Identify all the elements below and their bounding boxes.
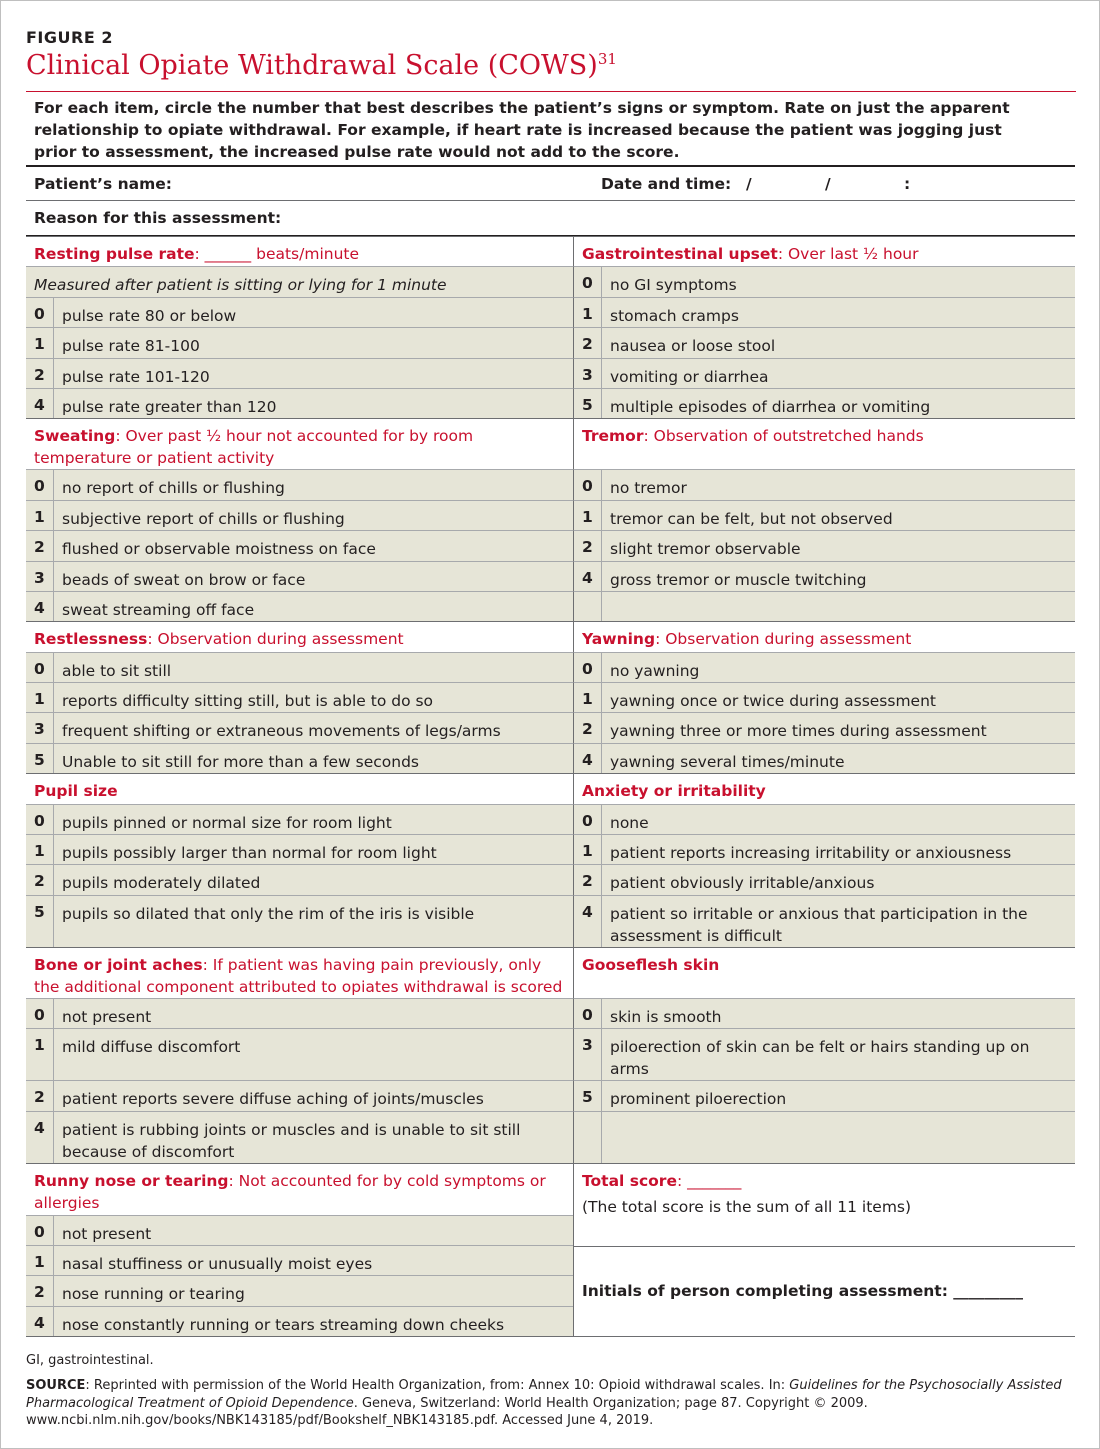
divider <box>26 200 1075 201</box>
gooseflesh-item[interactable]: 5 prominent piloerection <box>574 1080 1075 1110</box>
table-row <box>26 1164 573 1215</box>
table-row <box>26 682 1075 712</box>
restlessness-item[interactable]: 1 reports difficulty sitting still, but is able to do so <box>26 682 574 712</box>
table-row <box>26 1215 573 1245</box>
date-separator: / <box>746 175 752 193</box>
table-row <box>26 358 1075 388</box>
footnote: GI, gastrointestinal. <box>26 1353 154 1368</box>
restlessness-item[interactable]: 3 frequent shifting or extraneous movements of legs/arms <box>26 712 574 742</box>
tremor-item[interactable]: 0 no tremor <box>574 469 1075 499</box>
runny-item[interactable]: 4 nose constantly running or tears streaming down cheeks <box>26 1306 573 1336</box>
restlessness-header: Restlessness: Observation during assessment <box>26 621 574 651</box>
table-row <box>26 1275 573 1305</box>
table-row <box>26 998 1075 1028</box>
table-row <box>26 500 1075 530</box>
gooseflesh-item[interactable]: 0 skin is smooth <box>574 998 1075 1028</box>
patient-name-label: Patient’s name: <box>34 175 172 193</box>
title-text: Clinical Opiate Withdrawal Scale (COWS) <box>26 50 598 81</box>
total-score-field[interactable]: : _______ <box>676 1171 742 1190</box>
table-row <box>26 561 1075 591</box>
table-row <box>26 418 1075 469</box>
table-row <box>26 712 1075 742</box>
date-separator: / <box>825 175 831 193</box>
table-row <box>26 469 1075 499</box>
sweating-header: Sweating: Over past ½ hour not accounted for by room temperature or patient activity <box>26 418 574 469</box>
initials-block <box>574 1246 1075 1337</box>
sweating-item[interactable]: 2 flushed or observable moistness on face <box>26 530 574 560</box>
reason-label: Reason for this assessment: <box>34 209 282 227</box>
initials-field[interactable]: Initials of person completing assessment: _________ <box>582 1282 1024 1301</box>
tremor-item[interactable]: 2 slight tremor observable <box>574 530 1075 560</box>
restlessness-item[interactable]: 0 able to sit still <box>26 652 574 682</box>
date-time-label: Date and time: <box>601 175 732 193</box>
restlessness-item[interactable]: 5 Unable to sit still for more than a few seconds <box>26 743 574 773</box>
yawning-item[interactable]: 2 yawning three or more times during assessment <box>574 712 1075 742</box>
empty-cell <box>574 1111 1075 1163</box>
gi-item[interactable]: 3 vomiting or diarrhea <box>574 358 1075 388</box>
table-row <box>26 1028 1075 1080</box>
sweating-item[interactable]: 1 subjective report of chills or flushing <box>26 500 574 530</box>
anxiety-item[interactable]: 1 patient reports increasing irritability or anxiousness <box>574 834 1075 864</box>
runny-item[interactable]: 0 not present <box>26 1215 573 1245</box>
bone-item[interactable]: 4 patient is rubbing joints or muscles and is unable to sit still because of discomfort <box>26 1111 574 1163</box>
table-row <box>26 621 1075 651</box>
sweating-item[interactable]: 4 sweat streaming off face <box>26 591 574 621</box>
pulse-item[interactable]: 4 pulse rate greater than 120 <box>26 388 574 418</box>
pulse-note: Measured after patient is sitting or lying for 1 minute <box>26 266 574 296</box>
figure-label: FIGURE 2 <box>26 28 113 47</box>
source-citation <box>26 1377 1066 1430</box>
bone-item[interactable]: 2 patient reports severe diffuse aching of joints/muscles <box>26 1080 574 1110</box>
source-title: Guidelines for the Psychosocially Assisted Pharmacological Treatment of Opioid Dependence <box>26 1378 1062 1411</box>
pulse-item[interactable]: 0 pulse rate 80 or below <box>26 297 574 327</box>
tremor-item[interactable]: 4 gross tremor or muscle twitching <box>574 561 1075 591</box>
table-row <box>26 236 1075 266</box>
tremor-header: Tremor: Observation of outstretched hands <box>574 418 1075 469</box>
table-row <box>26 834 1075 864</box>
total-score-note: (The total score is the sum of all 11 items) <box>582 1197 912 1216</box>
table-row <box>26 804 1075 834</box>
table-row <box>26 1245 573 1275</box>
runny-item[interactable]: 2 nose running or tearing <box>26 1275 573 1305</box>
table-row <box>26 1111 1075 1163</box>
gi-item[interactable]: 0 no GI symptoms <box>574 266 1075 296</box>
tremor-item[interactable]: 1 tremor can be felt, but not observed <box>574 500 1075 530</box>
table-row <box>26 530 1075 560</box>
instructions: For each item, circle the number that best describes the patient’s signs or symptom. Rate on just the apparent relationship to opiate withdrawal. For example, if heart rate is increased because the patient was jogging just prior to assessment, the increased pulse rate would not add to the score. <box>34 99 1010 161</box>
table-row <box>26 266 1075 296</box>
table-row <box>26 297 1075 327</box>
pulse-header: Resting pulse rate: ______ beats/minute <box>26 236 574 266</box>
anxiety-item[interactable]: 2 patient obviously irritable/anxious <box>574 864 1075 894</box>
gooseflesh-header: Gooseflesh skin <box>574 947 1075 998</box>
runny-item[interactable]: 1 nasal stuffiness or unusually moist eyes <box>26 1245 573 1275</box>
pupil-item[interactable]: 1 pupils possibly larger than normal for room light <box>26 834 574 864</box>
table-row <box>26 773 1075 803</box>
title-reference: 31 <box>597 50 617 68</box>
runny-header: Runny nose or tearing: Not accounted for by cold symptoms or allergies <box>26 1164 573 1215</box>
pulse-item[interactable]: 2 pulse rate 101-120 <box>26 358 574 388</box>
table-row <box>26 947 1075 998</box>
table-row <box>26 652 1075 682</box>
pupil-item[interactable]: 2 pupils moderately dilated <box>26 864 574 894</box>
figure-title <box>26 50 617 81</box>
gi-item[interactable]: 5 multiple episodes of diarrhea or vomiting <box>574 388 1075 418</box>
anxiety-header: Anxiety or irritability <box>574 773 1075 803</box>
bone-header: Bone or joint aches: If patient was having pain previously, only the additional component attributed to opiates withdrawal is scored <box>26 947 574 998</box>
divider <box>26 165 1075 167</box>
gooseflesh-item[interactable]: 3 piloerection of skin can be felt or hairs standing up on arms <box>574 1028 1075 1080</box>
yawning-item[interactable]: 0 no yawning <box>574 652 1075 682</box>
table-row <box>26 388 1075 418</box>
bone-item[interactable]: 0 not present <box>26 998 574 1028</box>
source-text: : Reprinted with permission of the World Health Organization, from: Annex 10: Opioid withdrawal scales. In: <box>85 1378 790 1393</box>
pupil-item[interactable]: 5 pupils so dilated that only the rim of the iris is visible <box>26 895 574 947</box>
table-row <box>26 743 1075 773</box>
source-text: . Geneva, Switzerland: World Health Organization; page 87. Copyright © 2009. www.ncbi.nlm.nih.gov/books/NBK143185/pdf/Bookshelf_NBK143185.pdf. Accessed June 4, 2019. <box>26 1395 868 1428</box>
total-score-label: Total score <box>582 1171 677 1190</box>
bone-item[interactable]: 1 mild diffuse discomfort <box>26 1028 574 1080</box>
sweating-item[interactable]: 3 beads of sweat on brow or face <box>26 561 574 591</box>
yawning-item[interactable]: 1 yawning once or twice during assessment <box>574 682 1075 712</box>
anxiety-item[interactable]: 4 patient so irritable or anxious that participation in the assessment is difficult <box>574 895 1075 947</box>
pupil-header: Pupil size <box>26 773 574 803</box>
gi-header: Gastrointestinal upset: Over last ½ hour <box>574 236 1075 266</box>
table-row <box>26 327 1075 357</box>
anxiety-item[interactable]: 0 none <box>574 804 1075 834</box>
table-row <box>26 1080 1075 1110</box>
pupil-item[interactable]: 0 pupils pinned or normal size for room light <box>26 804 574 834</box>
time-separator: : <box>904 175 911 193</box>
sweating-item[interactable]: 0 no report of chills or flushing <box>26 469 574 499</box>
table-row <box>26 864 1075 894</box>
gi-item[interactable]: 1 stomach cramps <box>574 297 1075 327</box>
cows-table <box>26 236 1075 1337</box>
table-row <box>26 895 1075 947</box>
pulse-item[interactable]: 1 pulse rate 81-100 <box>26 327 574 357</box>
source-label: SOURCE <box>26 1378 86 1393</box>
empty-cell <box>574 591 1075 621</box>
table-row <box>26 1306 573 1336</box>
title-rule <box>26 91 1076 92</box>
total-score-block <box>574 1164 1075 1246</box>
gi-item[interactable]: 2 nausea or loose stool <box>574 327 1075 357</box>
yawning-header: Yawning: Observation during assessment <box>574 621 1075 651</box>
yawning-item[interactable]: 4 yawning several times/minute <box>574 743 1075 773</box>
table-row <box>26 591 1075 621</box>
